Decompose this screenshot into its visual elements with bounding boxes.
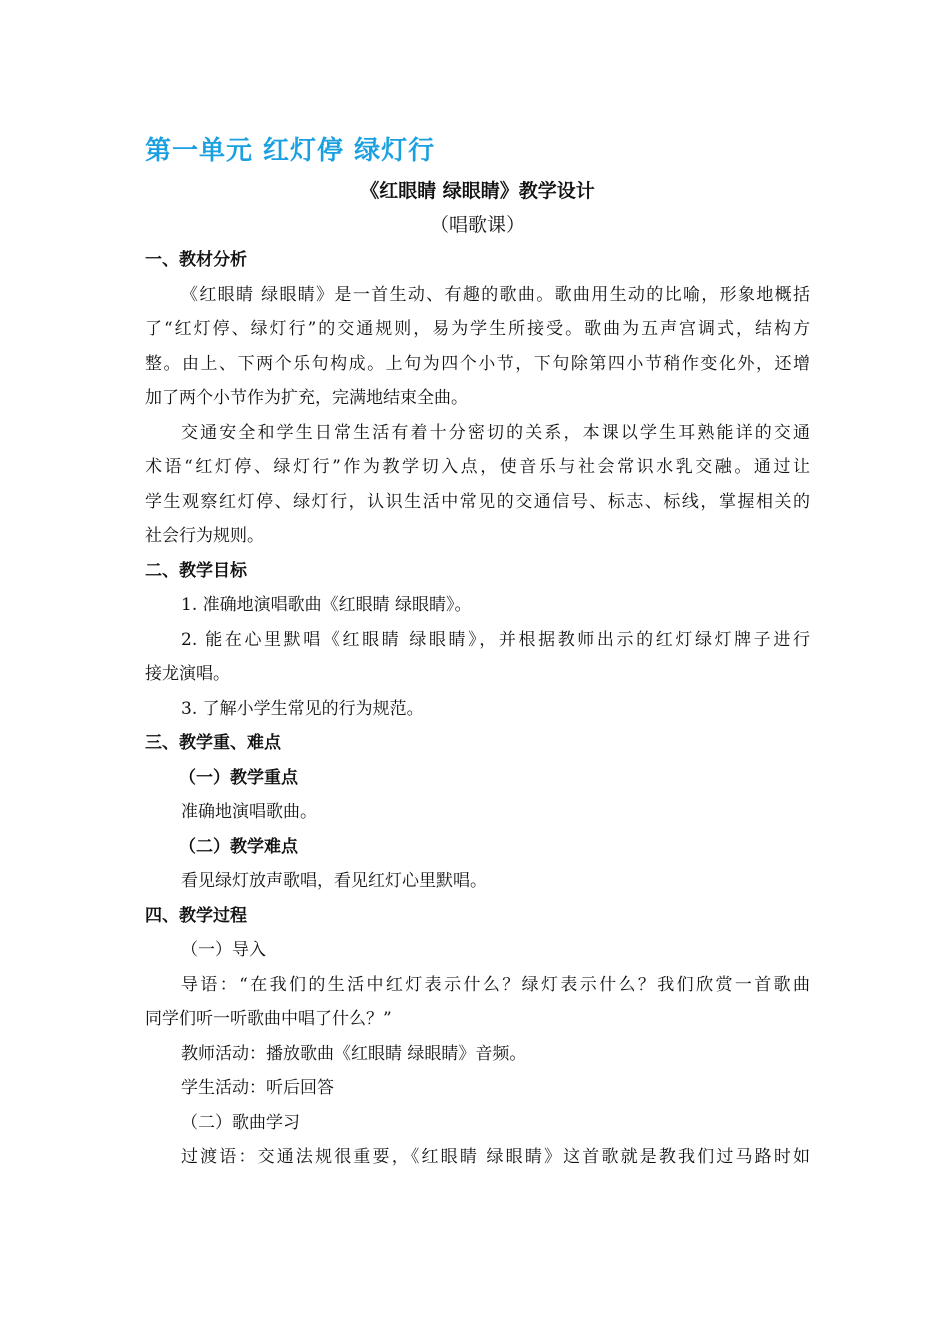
goal-item: 2. 能在心里默唱《红眼睛 绿眼睛》，并根据教师出示的红灯绿灯牌子进行 — [181, 629, 810, 650]
paragraph-line: 准确地演唱歌曲。 — [181, 802, 317, 822]
section-heading-key-points: 三、教学重、难点 — [145, 733, 281, 753]
document-subtitle: （唱歌课） — [429, 214, 525, 236]
subheading-difficulty: （二）教学难点 — [179, 836, 298, 857]
paragraph-line: 整。由上、下两个乐句构成。上句为四个小节，下句除第四小节稍作变化外，还增 — [145, 353, 810, 374]
goal-item: 3. 了解小学生常见的行为规范。 — [181, 698, 424, 719]
paragraph-line: 术语“红灯停、绿灯行”作为教学切入点，使音乐与社会常识水乳交融。通过让 — [145, 457, 810, 477]
paragraph-line: 同学们听一听歌曲中唱了什么？” — [145, 1009, 392, 1029]
subheading-intro: （一）导入 — [181, 940, 266, 960]
document-body — [145, 243, 810, 1175]
paragraph-line: 学生活动：听后回答 — [181, 1078, 334, 1098]
document-title: 《红眼睛 绿眼睛》教学设计 — [360, 180, 595, 202]
paragraph-line: 过渡语：交通法规很重要，《红眼睛 绿眼睛》这首歌就是教我们过马路时如 — [181, 1147, 810, 1167]
paragraph-line: 加了两个小节作为扩充，完满地结束全曲。 — [145, 388, 468, 408]
paragraph-line: 看见绿灯放声歌唱，看见红灯心里默唱。 — [181, 871, 487, 891]
paragraph-line: 了“红灯停、绿灯行”的交通规则，易为学生所接受。歌曲为五声宫调式，结构方 — [145, 319, 810, 339]
paragraph-line: 《红眼睛 绿眼睛》是一首生动、有趣的歌曲。歌曲用生动的比喻，形象地概括 — [181, 284, 810, 305]
subheading-song-learning: （二）歌曲学习 — [181, 1112, 300, 1133]
paragraph-line: 交通安全和学生日常生活有着十分密切的关系，本课以学生耳熟能详的交通 — [181, 422, 810, 443]
section-heading-analysis: 一、教材分析 — [145, 250, 247, 270]
paragraph-line: 导语：“在我们的生活中红灯表示什么？绿灯表示什么？我们欣赏一首歌曲 — [181, 974, 810, 995]
section-heading-process: 四、教学过程 — [145, 905, 247, 926]
subheading-key-point: （一）教学重点 — [179, 767, 298, 788]
paragraph-line: 教师活动：播放歌曲《红眼睛 绿眼睛》音频。 — [181, 1043, 527, 1064]
paragraph-line: 学生观察红灯停、绿灯行，认识生活中常见的交通信号、标志、标线，掌握相关的 — [145, 491, 810, 512]
goal-item-continued: 接龙演唱。 — [145, 664, 230, 684]
section-heading-goals: 二、教学目标 — [145, 560, 247, 581]
paragraph-line: 社会行为规则。 — [145, 526, 264, 546]
goal-item: 1. 准确地演唱歌曲《红眼睛 绿眼睛》。 — [181, 595, 472, 615]
unit-title: 第一单元 红灯停 绿灯行 — [145, 136, 436, 166]
